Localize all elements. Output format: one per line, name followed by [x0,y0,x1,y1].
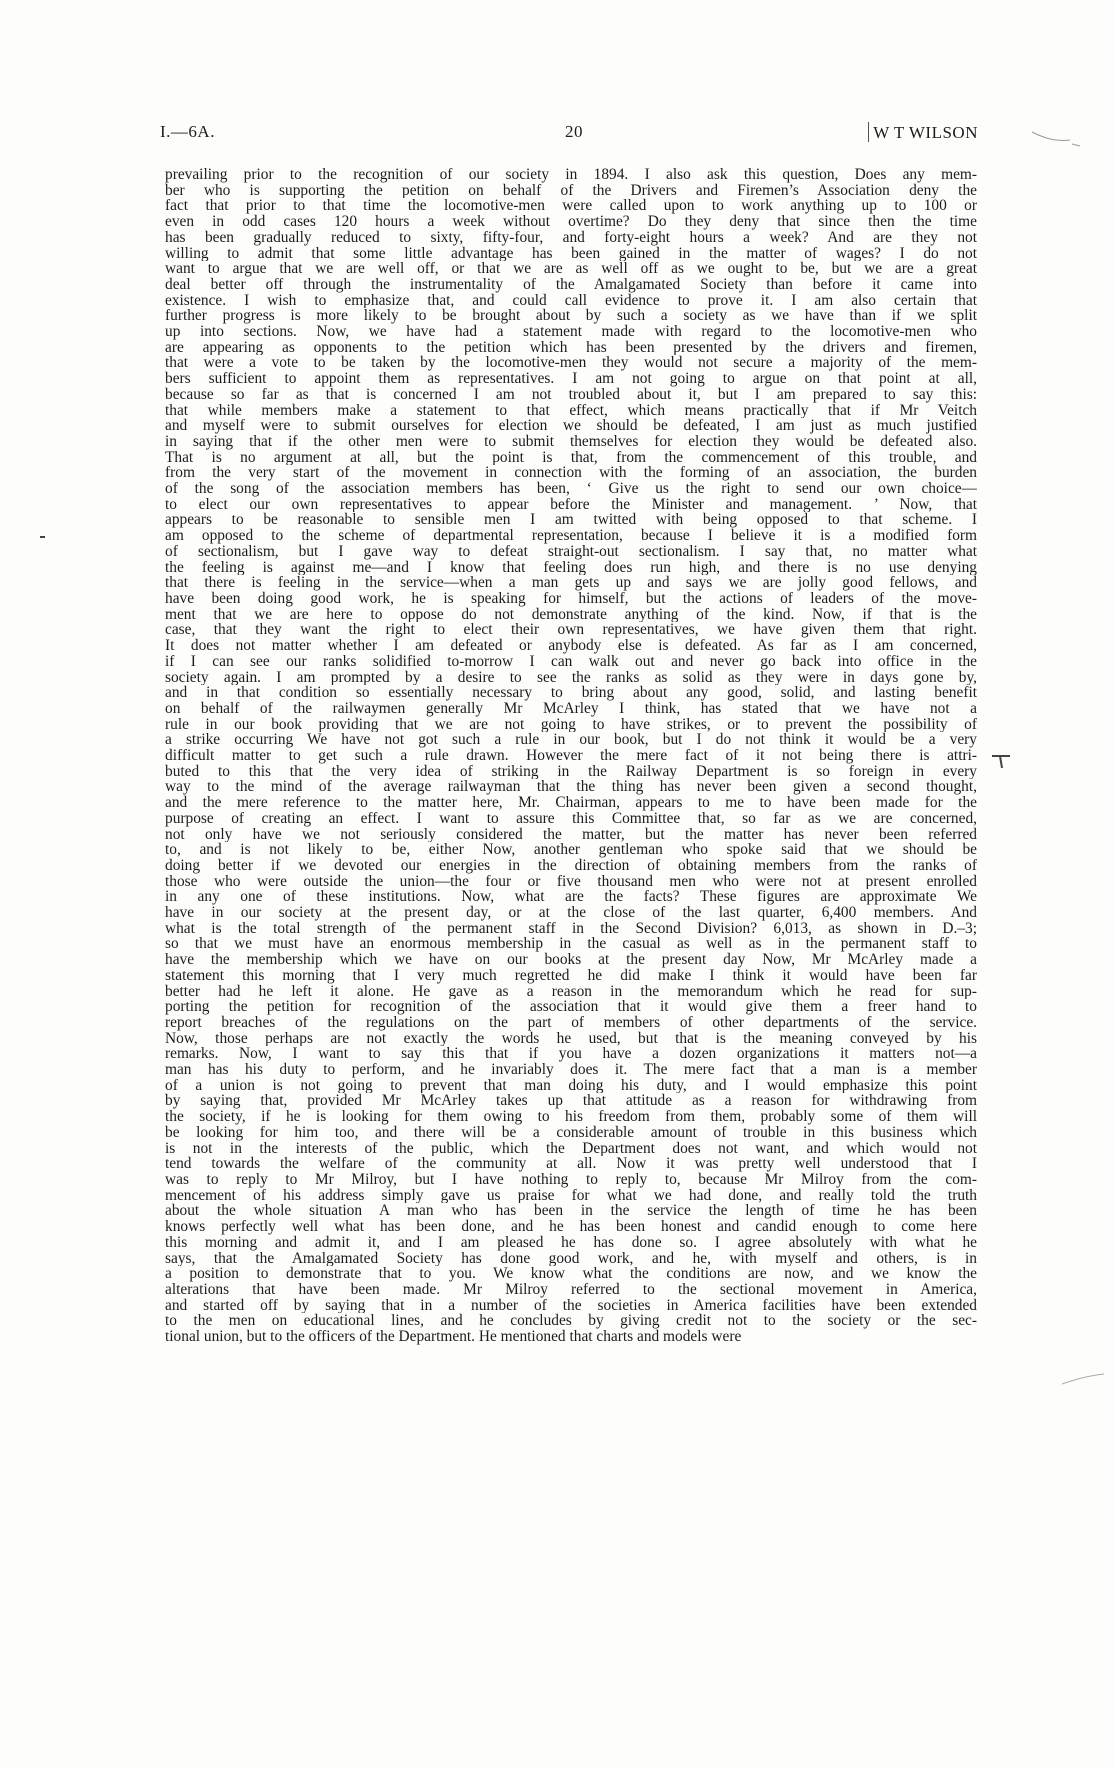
text-line: to, and is not likely to be, either Now, another gentleman who spoke said that we should be [165,842,977,858]
text-line: was to reply to Mr Milroy, but I have nothing to reply to, because Mr Milroy from the com- [165,1172,977,1188]
text-line: even in odd cases 120 hours a week without overtime? Do they deny that since then the time [165,214,977,230]
text-line: fact that prior to that time the locomotive-men were called upon to work anything up to 100 or [165,198,977,215]
text-line: purpose of creating an effect. I want to assure this Committee that, so far as we are concerned, [165,810,977,827]
text-line: tend towards the welfare of the community at all. Now it was pretty well understood that I [165,1156,977,1172]
text-line: of sectionalism, but I gave way to defeat straight-out sectionalism. I say that, no matter what [165,543,977,560]
header-speaker [868,122,978,143]
text-line: buted to this that the very idea of striking in the Railway Department is so foreign in every [165,763,977,780]
text-line: man has his duty to perform, and he invariably does it. The mere fact that a man is a member [165,1062,977,1078]
text-line: It does not matter whether I am defeated or anybody else is defeated. As far as I am concerned, [165,638,977,654]
text-line: the society, if he is looking for them owing to his freedom from them, probably some of them will [165,1109,977,1125]
text-line: mencement of his address simply gave us praise for what we had done, and really told the truth [165,1187,977,1204]
text-line: is not in the interests of the public, which the Department does not want, and which would not [165,1140,977,1157]
text-line: statement this morning that I very much regretted he did make I think it would have been far [165,967,977,984]
text-line: society again. I am prompted by a desire to see the ranks as solid as they were in days gone by, [165,669,977,686]
text-line: alterations that have been made. Mr Milroy referred to the sectional movement in America, [165,1281,977,1298]
text-line: that while members make a statement to that effect, which means practically that if Mr Veitch [165,402,977,419]
text-line: ber who is supporting the petition on behalf of the Drivers and Firemen’s Association deny the [165,182,977,199]
margin-scribble-top-right [1030,128,1090,152]
text-line: says, that the Amalgamated Society has done good work, and he, with myself and others, is in [165,1250,977,1267]
text-line: better had he left it alone. He gave as a reason in the memorandum which he read for sup- [165,983,977,1000]
text-line: ment that we are here to oppose do not demonstrate anything of the kind. Now, if that is the [165,606,977,623]
body-text [165,167,977,1345]
text-line: tional union, but to the officers of the Department. He mentioned that charts and models were [165,1329,742,1345]
text-line: in any one of these institutions. Now, what are the facts? These figures are approximate We [165,889,977,906]
text-line: of the song of the association members has been, ‘ Give us the right to send our own choice— [165,481,977,497]
text-line: am opposed to the scheme of departmental representation, because I believe it is a modified form [165,528,977,544]
text-line: in saying that if the other men were to submit themselves for election they would be defeated also. [165,433,977,450]
text-line: Now, those perhaps are not exactly the words he used, but that is the meaning conveyed by his [165,1030,977,1047]
text-line: up into sections. Now, we have had a statement made with regard to the locomotive-men who [165,324,977,340]
text-line: are appearing as opponents to the petition which has been presented by the drivers and firemen, [165,339,977,356]
text-line: further progress is more likely to be brought about by such a society as we have than if we split [165,308,977,325]
text-line: That is no argument at all, but the point is that, from the commencement of this trouble, and [165,449,977,466]
text-line: want to argue that we are well off, or that we are as well off as we ought to be, but we are a great [165,261,977,277]
text-line: report breaches of the regulations on the part of members of other departments of the service. [165,1014,977,1031]
text-line: a position to demonstrate that to you. We know what the conditions are now, and we know the [165,1266,977,1282]
text-line: about the whole situation A man who has been in the service the length of time he has been [165,1203,977,1220]
text-line: to elect our own representatives to appear before the Minister and management. ’ Now, that [165,496,977,513]
text-line: has been gradually reduced to sixty, fifty-four, and forty-eight hours a week? And are they not [165,229,977,246]
margin-scribble-bottom-right [1060,1370,1110,1390]
margin-mark-right [990,750,1020,774]
text-line: way to the mind of the average railwayman that the thing has never been given a second thought, [165,779,977,796]
text-line: and started off by saying that in a number of the societies in America facilities have been extended [165,1297,977,1314]
text-line: knows perfectly well what has been done, and he has been honest and candid enough to come here [165,1219,977,1235]
text-line: on behalf of the railwaymen generally Mr McArley I think, has stated that we have not a [165,700,977,717]
text-line: appears to be reasonable to sensible men I am twitted with being opposed to that scheme. I [165,512,977,529]
text-line: rule in our book providing that we are not going to have strikes, or to prevent the possibility of [165,716,977,733]
text-line: by saying that, provided Mr McArley takes up that attitude as a reason for withdrawing from [165,1093,977,1110]
text-line: willing to admit that some little advantage has been gained in the matter of wages? I do not [165,245,977,262]
page-header [160,122,978,146]
text-line: those who were outside the union—the four or five thousand men who were not at present enrolled [165,873,977,890]
text-line: so that we must have an enormous membership in the casual as well as in the permanent staff to [165,936,977,953]
text-line: deal better off through the instrumentality of the Amalgamated Society than before it came into [165,276,977,293]
text-line: existence. I wish to emphasize that, and could call evidence to prove it. I am also certain that [165,292,977,309]
text-line: have the membership which we have on our books at the present day Now, Mr McArley made a [165,952,977,968]
text-line: that there is feeling in the service—when a man gets up and says we are jolly good fellows, and [165,575,977,591]
text-line: and myself were to submit ourselves for election we should be defeated, I am just as much justified [165,418,977,434]
bracket-mark [868,122,869,142]
text-line: to the men on educational lines, and he concludes by giving credit not to the society or the sec- [165,1313,977,1330]
text-line: from the very start of the movement in connection with the forming of an association, the burden [165,465,977,482]
page-number: 20 [565,122,583,141]
text-line: be looking for him too, and there will be a considerable amount of trouble in this business which [165,1124,977,1141]
text-line: a strike occurring We have not got such a rule in our book, but I do not think it would be a very [165,732,977,749]
text-line: because so far as that is concerned I am not troubled about it, but I am prepared to say this: [165,386,977,403]
text-line: this morning and admit it, and I am pleased he has done so. I agree absolutely with what he [165,1234,977,1251]
header-speaker-name: W T WILSON [873,123,978,142]
text-line: if I can see our ranks solidified to-morrow I can walk out and never go back into office in the [165,653,977,670]
text-line: that were a vote to be taken by the locomotive-men they would not secure a majority of the mem- [165,355,977,372]
margin-speck [40,536,45,538]
text-line: doing better if we devoted our energies in the direction of obtaining members from the ranks of [165,857,977,874]
text-line: and the mere reference to the matter here, Mr. Chairman, appears to me to have been made for the [165,795,977,811]
text-line: case, that they want the right to elect their own representatives, we have given them that right. [165,622,977,639]
text-line: porting the petition for recognition of the association that it would give them a freer hand to [165,999,977,1015]
text-line: have been doing good work, he is speaking for himself, but the actions of leaders of the move- [165,590,977,607]
text-line: what is the total strength of the permanent staff in the Second Division? 6,013, as shown in D.–3; [165,920,977,937]
text-line: prevailing prior to the recognition of our society in 1894. I also ask this question, Does any mem- [165,167,977,183]
text-line: bers sufficient to appoint them as representatives. I am not going to argue on that point at all, [165,371,977,387]
text-line: difficult matter to get such a rule drawn. However the mere fact of it not being there is attri- [165,748,977,764]
text-line: not only have we not seriously considered the matter, but the matter has never been referred [165,826,977,843]
text-line: of a union is not going to prevent that man doing his duty, and I would emphasize this point [165,1077,977,1094]
text-line: and in that condition so essentially necessary to bring about any good, solid, and lasting benefit [165,685,977,701]
header-reference: I.—6A. [160,122,215,141]
text-line: remarks. Now, I want to say this that if you have a dozen organizations it matters not—a [165,1046,977,1063]
text-line: have in our society at the present day, or at the close of the last quarter, 6,400 members. And [165,905,977,921]
text-line: the feeling is against me—and I know that feeling does run high, and there is no use denying [165,559,977,576]
